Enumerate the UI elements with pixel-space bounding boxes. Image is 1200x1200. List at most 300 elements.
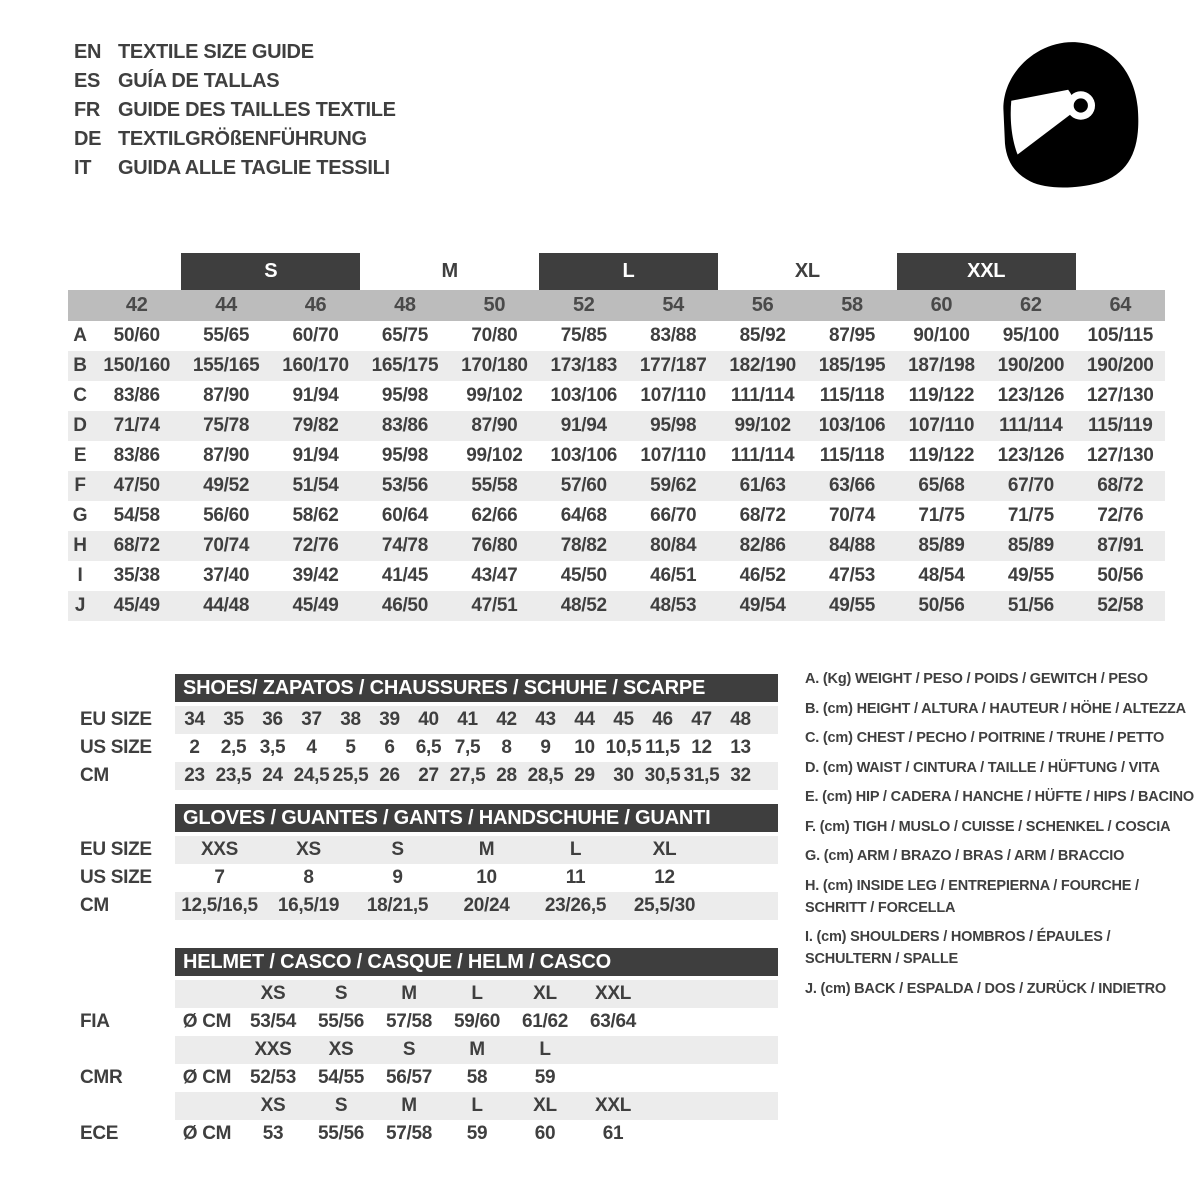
row-letter: H	[73, 535, 87, 556]
size-value: 75/85	[560, 325, 607, 346]
gloves-row	[65, 892, 778, 920]
size-value: 45/49	[292, 595, 339, 616]
shoes-value: 13	[730, 737, 751, 758]
size-value: 123/126	[997, 385, 1065, 406]
size-value: 105/115	[1087, 325, 1154, 346]
shoes-row-label: US SIZE	[80, 737, 152, 758]
size-number: 62	[1020, 294, 1042, 316]
helmet-value: 53/54	[249, 1011, 297, 1032]
measurement-legend	[805, 668, 1200, 1007]
helmet-title-row	[65, 948, 778, 976]
shoes-value: 3,5	[259, 737, 286, 758]
row-letter: F	[74, 475, 86, 496]
helmet-value: 55/56	[317, 1123, 365, 1144]
size-value: 190/200	[1086, 355, 1154, 376]
helmet-values	[175, 1064, 778, 1092]
size-value: 41/45	[381, 565, 428, 586]
size-value: 173/183	[550, 355, 618, 376]
gloves-value: M	[478, 839, 495, 860]
helmet-size-label: L	[539, 1039, 551, 1060]
shoes-row-label: CM	[80, 765, 109, 786]
legend-item	[805, 816, 1200, 838]
measurement-row-g	[68, 501, 1165, 531]
helmet-value: 53	[262, 1123, 284, 1144]
helmet-size-label: S	[334, 1095, 348, 1116]
helmet-standard-label: ECE	[80, 1123, 119, 1144]
legend-item	[805, 727, 1200, 749]
size-value: 160/170	[282, 355, 349, 376]
size-value: 87/95	[829, 325, 876, 346]
measurement-row-d	[68, 411, 1165, 441]
language-code: ES	[74, 70, 101, 92]
row-letter: A	[73, 325, 87, 346]
legend-line: B. (cm) HEIGHT / ALTURA / HAUTEUR / HÖHE / ALTEZZA	[805, 700, 1186, 717]
legend-line: C. (cm) CHEST / PECHO / POITRINE / TRUHE / PETTO	[805, 730, 1165, 746]
legend-item	[805, 698, 1200, 720]
helmet-value: 61/62	[521, 1011, 569, 1032]
gloves-title-row	[65, 804, 778, 832]
helmet-size-section	[65, 948, 778, 1148]
language-title: GUIDA ALLE TAGLIE TESSILI	[118, 157, 390, 179]
spacer	[65, 1092, 175, 1120]
size-value: 51/56	[1007, 595, 1054, 616]
size-value: 46/52	[739, 565, 786, 586]
size-value: 48/52	[560, 595, 607, 616]
helmet-values-row	[65, 1120, 778, 1148]
size-value: 37/40	[203, 565, 250, 586]
size-value: 57/60	[560, 475, 607, 496]
size-value: 87/90	[471, 415, 518, 436]
shoes-value: 28	[496, 765, 517, 786]
size-value: 46/50	[381, 595, 428, 616]
helmet-size-label: M	[469, 1039, 485, 1060]
gloves-row	[65, 864, 778, 892]
size-value: 49/55	[829, 595, 876, 616]
size-value: 47/50	[113, 475, 160, 496]
size-value: 75/78	[203, 415, 250, 436]
helmet-size-label	[579, 1036, 647, 1064]
gloves-value: S	[391, 839, 404, 860]
size-value: 87/90	[203, 385, 250, 406]
size-value: 115/118	[819, 385, 885, 406]
language-title: TEXTILGRÖßENFÜHRUNG	[118, 128, 367, 150]
size-number: 46	[304, 294, 327, 316]
shoes-value: 6,5	[415, 737, 442, 758]
size-value: 91/94	[292, 445, 339, 466]
helmet-size-label: L	[471, 983, 483, 1004]
size-value: 68/72	[113, 535, 160, 556]
size-value: 111/114	[730, 445, 795, 466]
size-value: 67/70	[1007, 475, 1054, 496]
size-value: 71/75	[1007, 505, 1054, 526]
shoes-value: 9	[540, 737, 551, 758]
helmet-size-label: L	[471, 1095, 483, 1116]
legend-line: A. (Kg) WEIGHT / PESO / POIDS / GEWITCH / PESO	[805, 671, 1148, 687]
size-value: 85/89	[1007, 535, 1054, 556]
shoes-value: 34	[184, 709, 205, 730]
size-value: 54/58	[113, 505, 160, 526]
shoes-row	[65, 762, 778, 790]
helmet-sizes-row	[65, 1092, 778, 1120]
helmet-value: 59	[534, 1067, 556, 1088]
size-value: 107/110	[640, 445, 706, 466]
size-number-row	[68, 290, 1165, 321]
measurement-rows	[68, 321, 1165, 621]
shoes-value: 45	[613, 709, 634, 730]
helmet-value: 61	[602, 1123, 624, 1144]
shoes-value: 23,5	[215, 765, 252, 786]
shoes-title-bar: SHOES/ ZAPATOS / CHAUSSURES / SCHUHE / SCARPE	[175, 674, 778, 702]
language-row	[74, 38, 396, 67]
legend-item	[805, 875, 1200, 919]
gloves-value: XXS	[200, 839, 239, 860]
gloves-value: 11	[565, 867, 586, 888]
helmet-values-row	[65, 1008, 778, 1036]
size-value: 45/49	[113, 595, 160, 616]
language-title: TEXTILE SIZE GUIDE	[118, 41, 314, 63]
legend-item	[805, 926, 1200, 970]
size-value: 65/68	[918, 475, 965, 496]
size-value: 150/160	[103, 355, 170, 376]
size-value: 61/63	[739, 475, 786, 496]
size-value: 127/130	[1086, 385, 1154, 406]
size-value: 95/98	[650, 415, 697, 436]
shoes-value: 37	[301, 709, 322, 730]
size-value: 119/122	[908, 385, 975, 406]
size-value: 76/80	[471, 535, 518, 556]
racing-helmet-icon	[985, 36, 1145, 194]
helmet-value: 58	[466, 1067, 488, 1088]
language-title: GUIDE DES TAILLES TEXTILE	[118, 99, 396, 121]
size-value: 65/75	[381, 325, 428, 346]
gloves-values	[175, 836, 778, 864]
helmet-size-label: XXL	[594, 1095, 632, 1116]
shoes-value: 4	[306, 737, 317, 758]
size-value: 72/76	[1097, 505, 1144, 526]
size-value: 72/76	[292, 535, 339, 556]
language-row	[74, 96, 396, 125]
gloves-row-label: EU SIZE	[80, 839, 152, 860]
shoes-value: 35	[223, 709, 244, 730]
size-value: 71/75	[918, 505, 965, 526]
measurement-row-i	[68, 561, 1165, 591]
shoes-value: 31,5	[683, 765, 720, 786]
language-code: EN	[74, 41, 102, 63]
helmet-size-label: XS	[328, 1039, 354, 1060]
helmet-size-label: M	[401, 1095, 417, 1116]
legend-line: I. (cm) SHOULDERS / HOMBROS / ÉPAULES /	[805, 929, 1111, 945]
shoes-value: 30,5	[644, 765, 681, 786]
gloves-rows	[65, 836, 778, 920]
gloves-value: 18/21,5	[366, 895, 429, 916]
language-code: IT	[74, 157, 92, 179]
shoes-value: 23	[184, 765, 205, 786]
size-value: 48/54	[918, 565, 965, 586]
size-value: 185/195	[818, 355, 886, 376]
size-value: 50/56	[1097, 565, 1144, 586]
legend-line: E. (cm) HIP / CADERA / HANCHE / HÜFTE / HIPS / BACINO	[805, 789, 1194, 805]
helmet-unit-label: Ø CM	[182, 1067, 232, 1088]
gloves-value: 23/26,5	[544, 895, 607, 916]
size-number: 48	[394, 294, 416, 316]
shoes-value: 12	[691, 737, 712, 758]
size-value: 165/175	[371, 355, 439, 376]
shoes-value: 29	[574, 765, 595, 786]
row-letter: D	[73, 415, 87, 436]
size-number: 54	[662, 294, 685, 316]
size-value: 99/102	[466, 445, 523, 466]
row-letter: E	[73, 445, 87, 466]
shoes-value: 30	[613, 765, 634, 786]
helmet-size-label: XS	[260, 983, 286, 1004]
measurement-row-c	[68, 381, 1165, 411]
size-value: 103/106	[550, 385, 618, 406]
helmet-unit-label: Ø CM	[182, 1011, 232, 1032]
size-value: 47/53	[829, 565, 876, 586]
size-value: 182/190	[729, 355, 796, 376]
measurement-row-a	[68, 321, 1165, 351]
gloves-value: 12,5/16,5	[181, 895, 258, 916]
shoes-values	[175, 706, 778, 734]
size-number: 42	[125, 294, 148, 316]
size-value: 74/78	[381, 535, 428, 556]
size-value: 95/98	[381, 385, 428, 406]
shoes-value: 43	[535, 709, 556, 730]
legend-item	[805, 757, 1200, 779]
helmet-value: 52/53	[249, 1067, 297, 1088]
helmet-size-label: XXS	[254, 1039, 292, 1060]
size-value: 49/54	[739, 595, 786, 616]
shoes-value: 24	[262, 765, 283, 786]
size-value: 177/187	[639, 355, 707, 376]
shoes-values	[175, 734, 778, 762]
shoes-values	[175, 762, 778, 790]
size-number: 52	[572, 294, 595, 316]
legend-item	[805, 845, 1200, 867]
shoes-value: 8	[501, 737, 512, 758]
size-value: 91/94	[560, 415, 607, 436]
shoes-value: 25,5	[332, 765, 369, 786]
size-value: 70/74	[829, 505, 876, 526]
helmet-size-label: S	[334, 983, 348, 1004]
size-group-xl: XL	[794, 260, 820, 282]
helmet-rows	[65, 980, 778, 1148]
size-value: 50/56	[918, 595, 965, 616]
size-group-l: L	[539, 253, 718, 290]
size-value: 85/89	[918, 535, 965, 556]
helmet-unit-label: Ø CM	[182, 1123, 232, 1144]
helmet-size-label: M	[401, 983, 417, 1004]
size-value: 123/126	[997, 445, 1065, 466]
spacer	[65, 1036, 175, 1064]
size-value: 56/60	[203, 505, 250, 526]
shoes-value: 46	[652, 709, 673, 730]
shoes-value: 48	[730, 709, 751, 730]
size-value: 58/62	[292, 505, 339, 526]
shoes-value: 11,5	[645, 737, 680, 758]
shoes-value: 42	[496, 709, 517, 730]
size-value: 52/58	[1097, 595, 1144, 616]
spacer	[175, 1092, 239, 1120]
size-value: 84/88	[829, 535, 876, 556]
shoes-row	[65, 734, 778, 762]
shoes-value: 26	[379, 765, 400, 786]
gloves-values	[175, 892, 778, 920]
helmet-sizes	[175, 1092, 778, 1120]
size-value: 127/130	[1086, 445, 1154, 466]
helmet-value: 57/58	[385, 1011, 433, 1032]
shoes-value: 24,5	[293, 765, 330, 786]
size-value: 90/100	[913, 325, 970, 346]
size-value: 190/200	[997, 355, 1065, 376]
size-group-xxl: XXL	[897, 253, 1076, 290]
legend-line: G. (cm) ARM / BRAZO / BRAS / ARM / BRACCIO	[805, 848, 1125, 864]
legend-line: SCHULTERN / SPALLE	[805, 951, 958, 967]
gloves-value: 7	[214, 867, 225, 888]
helmet-value: 59/60	[453, 1011, 501, 1032]
gloves-value: 16,5/19	[277, 895, 340, 916]
gloves-value: L	[569, 839, 582, 860]
shoes-value: 7,5	[454, 737, 481, 758]
gloves-value: 12	[654, 867, 675, 888]
size-value: 53/56	[381, 475, 428, 496]
size-value: 68/72	[1097, 475, 1144, 496]
size-value: 49/52	[203, 475, 250, 496]
row-letter: J	[74, 595, 86, 616]
size-value: 46/51	[650, 565, 697, 586]
size-value: 95/100	[1002, 325, 1060, 346]
helmet-size-label: XL	[533, 1095, 557, 1116]
row-letter: I	[77, 565, 83, 586]
helmet-title-bar: HELMET / CASCO / CASQUE / HELM / CASCO	[175, 948, 778, 976]
size-value: 71/74	[113, 415, 160, 436]
shoes-size-section	[65, 674, 778, 790]
size-value: 64/68	[560, 505, 607, 526]
shoes-value: 41	[457, 709, 478, 730]
size-value: 155/165	[192, 355, 260, 376]
shoes-value: 32	[730, 765, 751, 786]
size-value: 51/54	[292, 475, 339, 496]
helmet-value: 59	[466, 1123, 488, 1144]
helmet-sizes	[175, 980, 778, 1008]
size-value: 55/65	[203, 325, 250, 346]
size-value: 95/98	[381, 445, 428, 466]
spacer	[65, 804, 175, 832]
size-value: 99/102	[466, 385, 523, 406]
helmet-value: 54/55	[317, 1067, 365, 1088]
spacer	[175, 1036, 239, 1064]
size-value: 170/180	[461, 355, 528, 376]
shoes-value: 10	[574, 737, 595, 758]
helmet-sizes	[175, 1036, 778, 1064]
spacer	[65, 948, 175, 976]
helmet-standard-label: FIA	[80, 1011, 110, 1032]
measurement-row-e	[68, 441, 1165, 471]
gloves-value: 25,5/30	[633, 895, 696, 916]
helmet-standard-label: CMR	[80, 1067, 123, 1088]
shoes-title-row	[65, 674, 778, 702]
legend-line: SCHRITT / FORCELLA	[805, 899, 956, 916]
size-value: 82/86	[739, 535, 786, 556]
row-letter: B	[73, 355, 87, 376]
size-value: 50/60	[113, 325, 160, 346]
gloves-title-bar: GLOVES / GUANTES / GANTS / HANDSCHUHE / GUANTI	[175, 804, 778, 832]
language-code: DE	[74, 128, 102, 150]
size-value: 80/84	[650, 535, 697, 556]
size-value: 63/66	[829, 475, 876, 496]
garment-size-table	[68, 253, 1165, 621]
size-value: 35/38	[113, 565, 160, 586]
shoes-value: 39	[379, 709, 400, 730]
shoes-value: 47	[691, 709, 712, 730]
language-row	[74, 154, 396, 183]
helmet-values	[175, 1120, 778, 1148]
size-value: 62/66	[471, 505, 518, 526]
size-value: 70/80	[471, 325, 518, 346]
size-value: 115/119	[1088, 415, 1153, 436]
gloves-size-section	[65, 804, 778, 920]
shoes-value: 27	[418, 765, 439, 786]
size-value: 119/122	[908, 445, 975, 466]
size-value: 70/74	[203, 535, 250, 556]
size-value: 103/106	[550, 445, 618, 466]
helmet-value: 57/58	[385, 1123, 433, 1144]
measurement-row-h	[68, 531, 1165, 561]
helmet-value: 55/56	[317, 1011, 365, 1032]
racing-helmet-graphic	[985, 36, 1145, 194]
legend-line: D. (cm) WAIST / CINTURA / TAILLE / HÜFTUNG / VITA	[805, 759, 1160, 776]
size-value: 78/82	[560, 535, 607, 556]
language-title-list	[74, 38, 396, 183]
gloves-value: 8	[303, 867, 314, 888]
shoes-value: 27,5	[449, 765, 486, 786]
size-value: 45/50	[560, 565, 607, 586]
size-value: 83/86	[381, 415, 428, 436]
spacer	[65, 674, 175, 702]
helmet-value: 56/57	[385, 1067, 433, 1088]
helmet-sizes-row	[65, 1036, 778, 1064]
spacer	[175, 980, 239, 1008]
helmet-values	[175, 1008, 778, 1036]
size-value: 111/114	[999, 415, 1063, 436]
size-value: 91/94	[292, 385, 339, 406]
gloves-value: XL	[652, 839, 677, 860]
size-value: 43/47	[471, 565, 518, 586]
gloves-row	[65, 836, 778, 864]
size-number: 44	[215, 294, 237, 316]
shoes-row	[65, 706, 778, 734]
measurement-row-j	[68, 591, 1165, 621]
language-title: GUÍA DE TALLAS	[118, 70, 280, 92]
shoes-value: 28,5	[527, 765, 564, 786]
gloves-values	[175, 864, 778, 892]
language-row	[74, 67, 396, 96]
legend-item	[805, 668, 1200, 690]
size-number: 56	[751, 294, 774, 316]
size-value: 103/106	[818, 415, 886, 436]
shoes-rows	[65, 706, 778, 790]
size-value: 115/118	[819, 445, 885, 466]
helmet-size-label: S	[402, 1039, 416, 1060]
row-letter: C	[73, 385, 87, 406]
size-value: 111/114	[730, 385, 795, 406]
language-row	[74, 125, 396, 154]
size-value: 107/110	[908, 415, 975, 436]
helmet-value: 60	[534, 1123, 556, 1144]
shoes-value: 2,5	[220, 737, 247, 758]
row-letter: G	[72, 505, 88, 526]
helmet-values-row	[65, 1064, 778, 1092]
